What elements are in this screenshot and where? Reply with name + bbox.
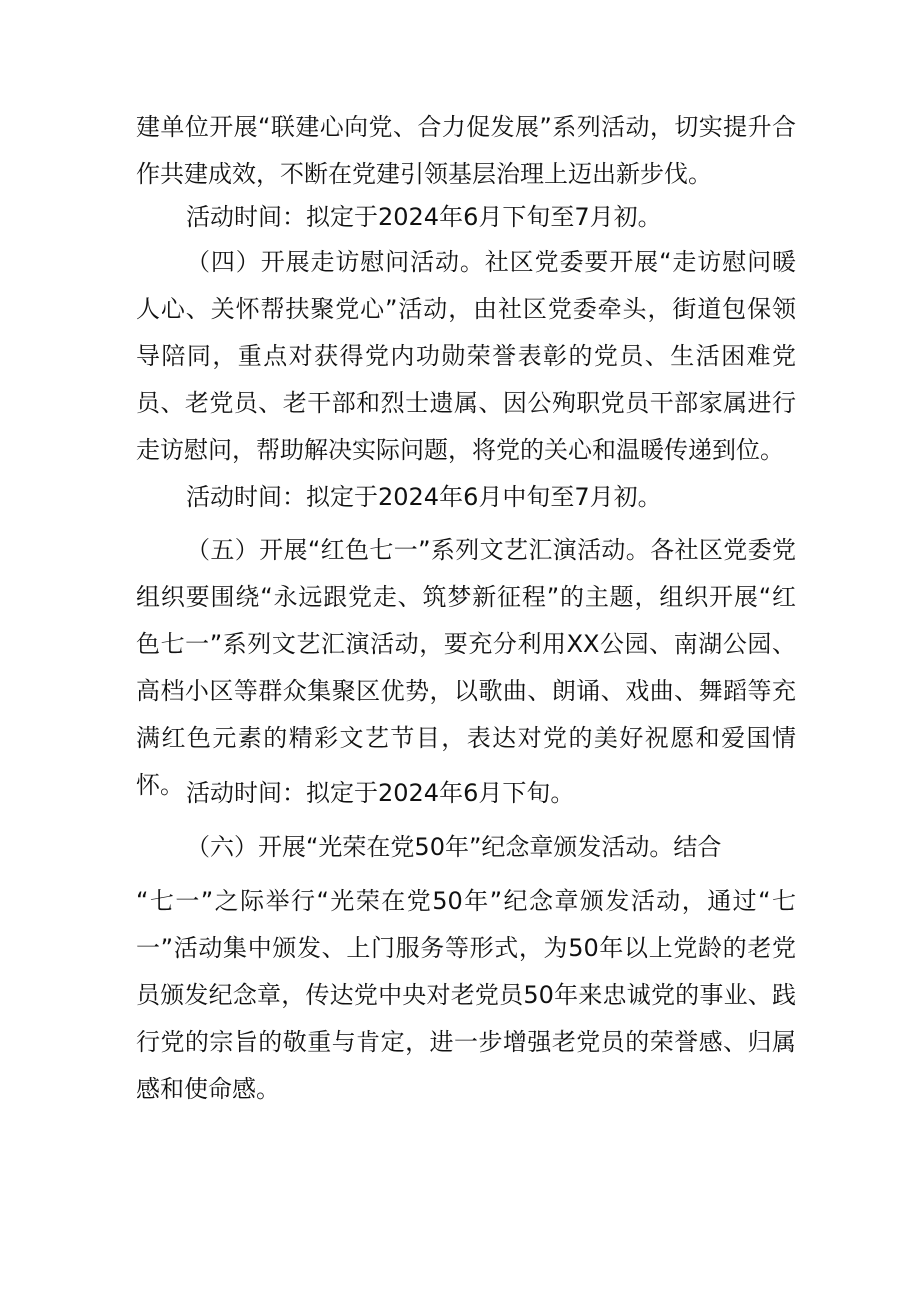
activity-time-joint-building: 活动时间：拟定于2024年6月下旬至7月初。 <box>186 203 662 231</box>
paragraph-joint-building: 建单位开展“联建心向党、合力促发展”系列活动，切实提升合作共建成效，不断在党建引领基层治理上迈出新步伐。 <box>136 113 796 188</box>
activity-time-visit-condolence: 活动时间：拟定于2024年6月中旬至7月初。 <box>186 483 662 511</box>
paragraph-visit-condolence: （四）开展走访慰问活动。社区党委要开展“走访慰问暖人心、关怀帮扶聚党心”活动，由社区党委牵头，街道包保领导陪同，重点对获得党内功勋荣誉表彰的党员、生活困难党员、老党员、老干部和烈士遗属、因公殉职党员干部家属进行走访慰问，帮助解决实际问题，将党的关心和温暖传递到位。 <box>136 248 796 464</box>
paragraph-medal-heading: （六）开展“光荣在党50年”纪念章颁发活动。结合 <box>186 833 722 861</box>
activity-time-red-july-first: 活动时间：拟定于2024年6月下旬。 <box>186 779 575 807</box>
paragraph-red-july-first: （五）开展“红色七一”系列文艺汇演活动。各社区党委党组织要围绕“永远跟党走、筑梦新征程”的主题，组织开展“红色七一”系列文艺汇演活动，要充分利用XX公园、南湖公园、高档小区等群众集聚区优势，以歌曲、朗诵、戏曲、舞蹈等充满红色元素的精彩文艺节目，表达对党的美好祝愿和爱国情怀。 <box>136 536 796 799</box>
paragraph-medal-body: “七一”之际举行“光荣在党50年”纪念章颁发活动，通过“七一”活动集中颁发、上门服务等形式，为50年以上党龄的老党员颁发纪念章，传达党中央对老党员50年来忠诚党的事业、践行党的宗旨的敬重与肯定，进一步增强老党员的荣誉感、归属感和使命感。 <box>136 887 796 1103</box>
